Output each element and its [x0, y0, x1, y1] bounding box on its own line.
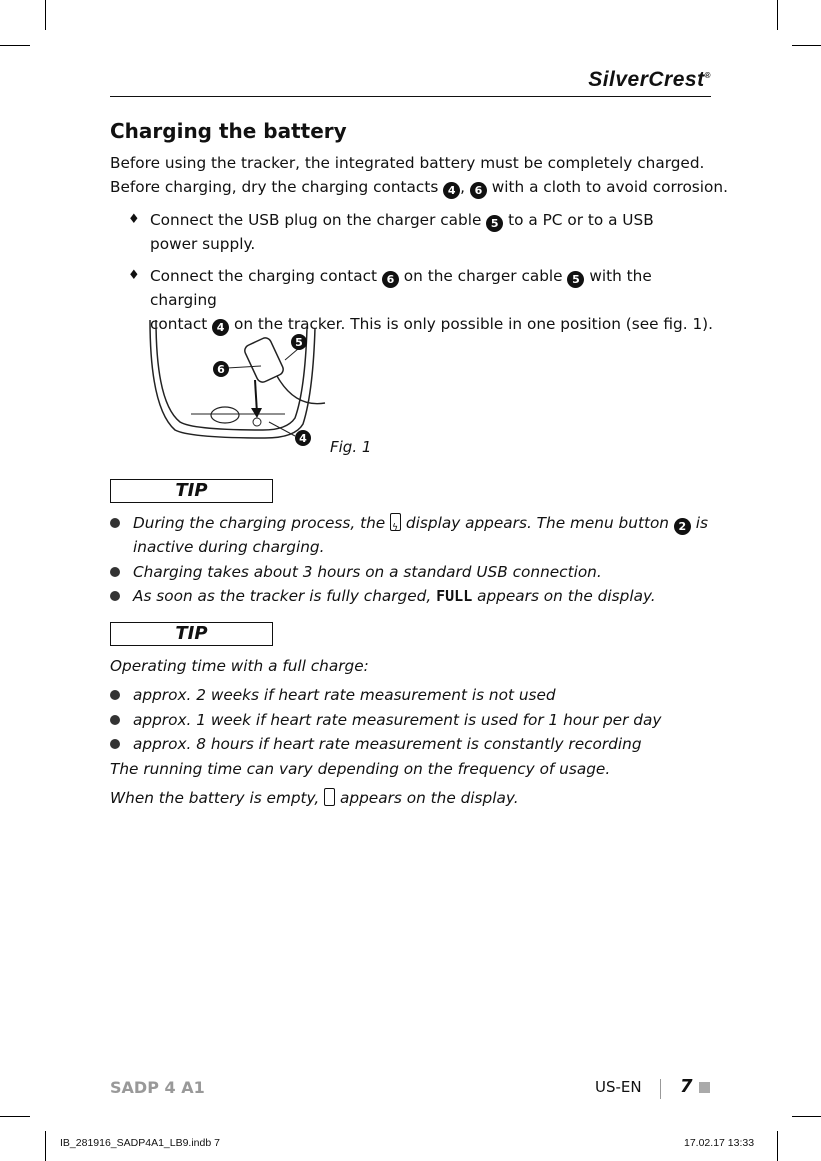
crop-mark — [0, 45, 30, 46]
bullet-item: Connect the USB plug on the charger cable 5 to a PC or to a USB power supply. — [150, 211, 654, 253]
footer-separator — [660, 1079, 661, 1099]
crop-mark — [777, 0, 778, 30]
crop-mark — [792, 1116, 821, 1117]
tip-item: approx. 8 hours if heart rate measurement is constantly recording — [133, 735, 642, 753]
tip-box: TIP — [110, 622, 273, 646]
tip-item: approx. 2 weeks if heart rate measurement is not used — [133, 686, 556, 704]
brand-logo: SilverCrest® — [588, 68, 711, 91]
crop-mark — [45, 1131, 46, 1161]
figure-charging-illustration — [145, 318, 335, 446]
tip-item: As soon as the tracker is fully charged, FULL appears on the display. — [133, 587, 656, 605]
tip-item: During the charging process, the ϟ display appears. The menu button 2 is inactive during charging. — [133, 514, 708, 556]
bullet-dot-icon — [110, 739, 120, 749]
full-indicator: FULL — [436, 587, 473, 605]
marker-6: 6 — [470, 182, 487, 199]
crop-mark — [0, 1116, 30, 1117]
figure-callout-4: 4 — [299, 432, 307, 445]
figure-callout-6: 6 — [217, 363, 225, 376]
figure-caption: Fig. 1 — [330, 438, 372, 456]
intro-line-2: Before charging, dry the charging contacts 4 , 6 with a cloth to avoid corrosion. — [110, 178, 728, 197]
figure-callout-5: 5 — [295, 336, 303, 349]
section-heading: Charging the battery — [110, 119, 347, 143]
header-rule — [110, 96, 711, 97]
tip-intro: Operating time with a full charge: — [110, 657, 369, 675]
print-slug-date: 17.02.17 13:33 — [684, 1137, 755, 1149]
crop-mark — [777, 1131, 778, 1161]
intro-line-1: Before using the tracker, the integrated battery must be completely charged. — [110, 154, 705, 172]
empty-battery-icon — [324, 788, 335, 806]
marker-2: 2 — [674, 518, 691, 535]
marker-4: 4 — [443, 182, 460, 199]
bullet-item: Connect the charging contact 6 on the charger cable 5 with the charging contact 4 on the tracker. This is only possible in one position (see fig. 1). — [150, 267, 714, 334]
bullet-dot-icon — [110, 690, 120, 700]
crop-mark — [45, 0, 46, 30]
print-slug-file: IB_281916_SADP4A1_LB9.indb 7 — [60, 1137, 220, 1149]
tip-note: The running time can vary depending on the frequency of usage. — [110, 760, 611, 778]
diamond-bullet-icon: ♦ — [128, 212, 140, 227]
tip-item: Charging takes about 3 hours on a standard USB connection. — [133, 563, 602, 581]
footer-language: US-EN — [595, 1078, 642, 1096]
marker-5: 5 — [486, 215, 503, 232]
crop-mark — [792, 45, 821, 46]
charging-display-icon: ϟ — [390, 513, 401, 531]
diamond-bullet-icon: ♦ — [128, 268, 140, 283]
tip-empty-line: When the battery is empty, appears on the display. — [110, 789, 519, 807]
bullet-dot-icon — [110, 567, 120, 577]
bullet-dot-icon — [110, 715, 120, 725]
tip-item: approx. 1 week if heart rate measurement is used for 1 hour per day — [133, 711, 662, 729]
tip-box: TIP — [110, 479, 273, 503]
bullet-dot-icon — [110, 591, 120, 601]
bullet-dot-icon — [110, 518, 120, 528]
page-square-icon — [699, 1082, 710, 1093]
footer-model: SADP 4 A1 — [110, 1078, 205, 1097]
page-number: 7 — [680, 1076, 693, 1097]
